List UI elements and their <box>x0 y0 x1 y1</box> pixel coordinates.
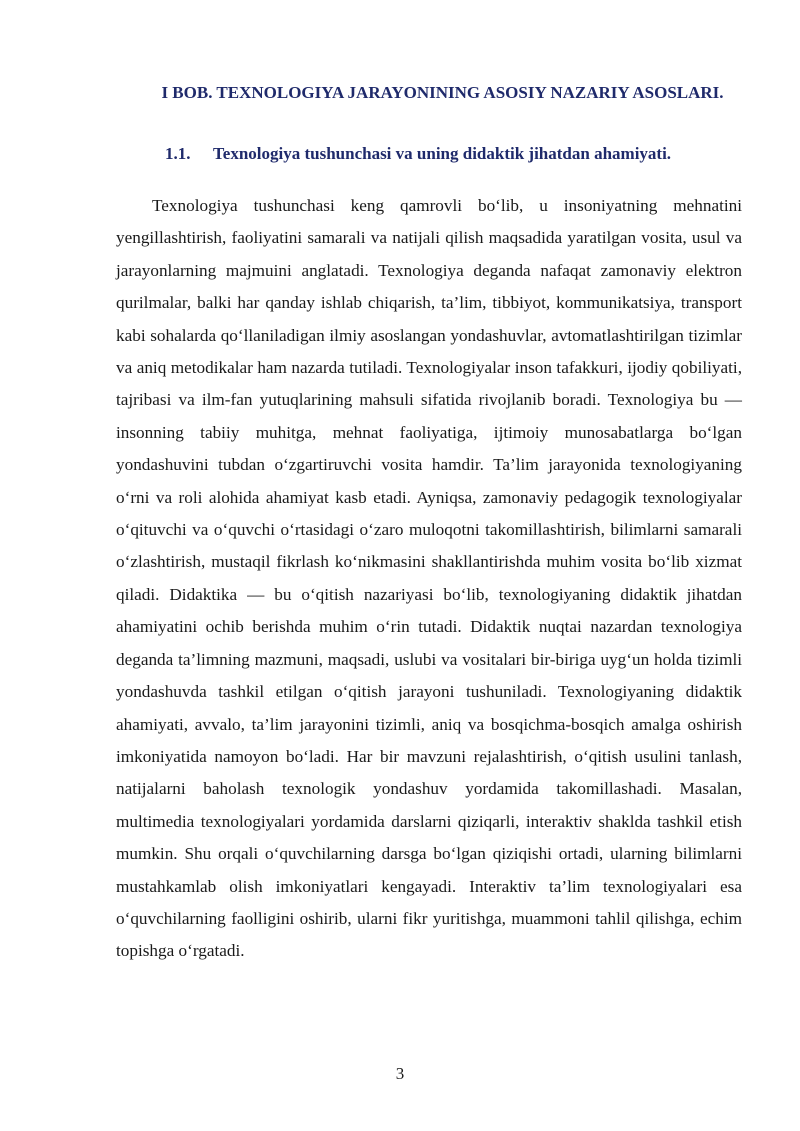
section-title: Texnologiya tushunchasi va uning didaktik jihatdan ahamiyati. <box>213 144 672 163</box>
section-heading <box>165 142 735 166</box>
chapter-title: I BOB. TEXNOLOGIYA JARAYONINING ASOSIY NAZARIY ASOSLARI. <box>161 83 724 102</box>
section-number: 1.1. <box>165 144 191 163</box>
page-number: 3 <box>395 1064 405 1083</box>
body-paragraph: Texnologiya tushunchasi keng qamrovli bo‘lib, u insoniyatning mehnatini yengillashtirish, faoliyatini samarali va natijali qilish maqsadida yaratilgan vosita, usul va jarayonlarning majmuini anglatadi. Texnologiya deganda nafaqat zamonaviy elektron qurilmalar, balki har qanday ishlab chiqarish, ta’lim, tibbiyot, kommunikatsiya, transport kabi sohalarda qo‘llaniladigan ilmiy asoslangan yondashuvlar, avtomatlashtirilgan tizimlar va aniq metodikalar ham nazarda tutiladi. Texnologiyalar inson tafakkuri, ijodiy qobiliyati, tajribasi va ilm-fan yutuqlarining mahsuli sifatida rivojlanib boradi. Texnologiya bu — insonning tabiiy muhitga, mehnat faoliyatiga, ijtimoiy munosabatlarga bo‘lgan yondashuvini tubdan o‘zgartiruvchi vosita hamdir. Ta’lim jarayonida texnologiyaning o‘rni va roli alohida ahamiyat kasb etadi. Ayniqsa, zamonaviy pedagogik texnologiyalar o‘qituvchi va o‘quvchi o‘rtasidagi o‘zaro muloqotni takomillashtirish, bilimlarni samarali o‘zlashtirish, mustaqil fikrlash ko‘nikmasini shakllantirishda muhim vosita bo‘lib xizmat qiladi. Didaktika — bu o‘qitish nazariyasi bo‘lib, texnologiyaning didaktik jihatdan ahamiyatini ochib berishda muhim o‘rin tutadi. Didaktik nuqtai nazardan texnologiya deganda ta’limning mazmuni, maqsadi, uslubi va vositalari bir-biriga uyg‘un holda tizimli yondashuvda tashkil etilgan o‘qitish jarayoni tushuniladi. Texnologiyaning didaktik ahamiyati, avvalo, ta’lim jarayonini tizimli, aniq va bosqichma-bosqich amalga oshirish imkoniyatida namoyon bo‘ladi. Har bir mavzuni rejalashtirish, o‘qitish usulini tanlash, natijalarni baholash texnologik yondashuv yordamida takomillashadi. Masalan, multimedia texnologiyalari yordamida darslarni qiziqarli, interaktiv shaklda tashkil etish mumkin. Shu orqali o‘quvchilarning darsga bo‘lgan qiziqishi ortadi, ularning bilimlarni mustahkamlab olish imkoniyatlari kengayadi. Interaktiv ta’lim texnologiyalari esa o‘quvchilarning faolligini oshirib, ularni fikr yuritishga, muammoni tahlil qilishga, echim topishga o‘rgatadi. <box>116 196 742 961</box>
